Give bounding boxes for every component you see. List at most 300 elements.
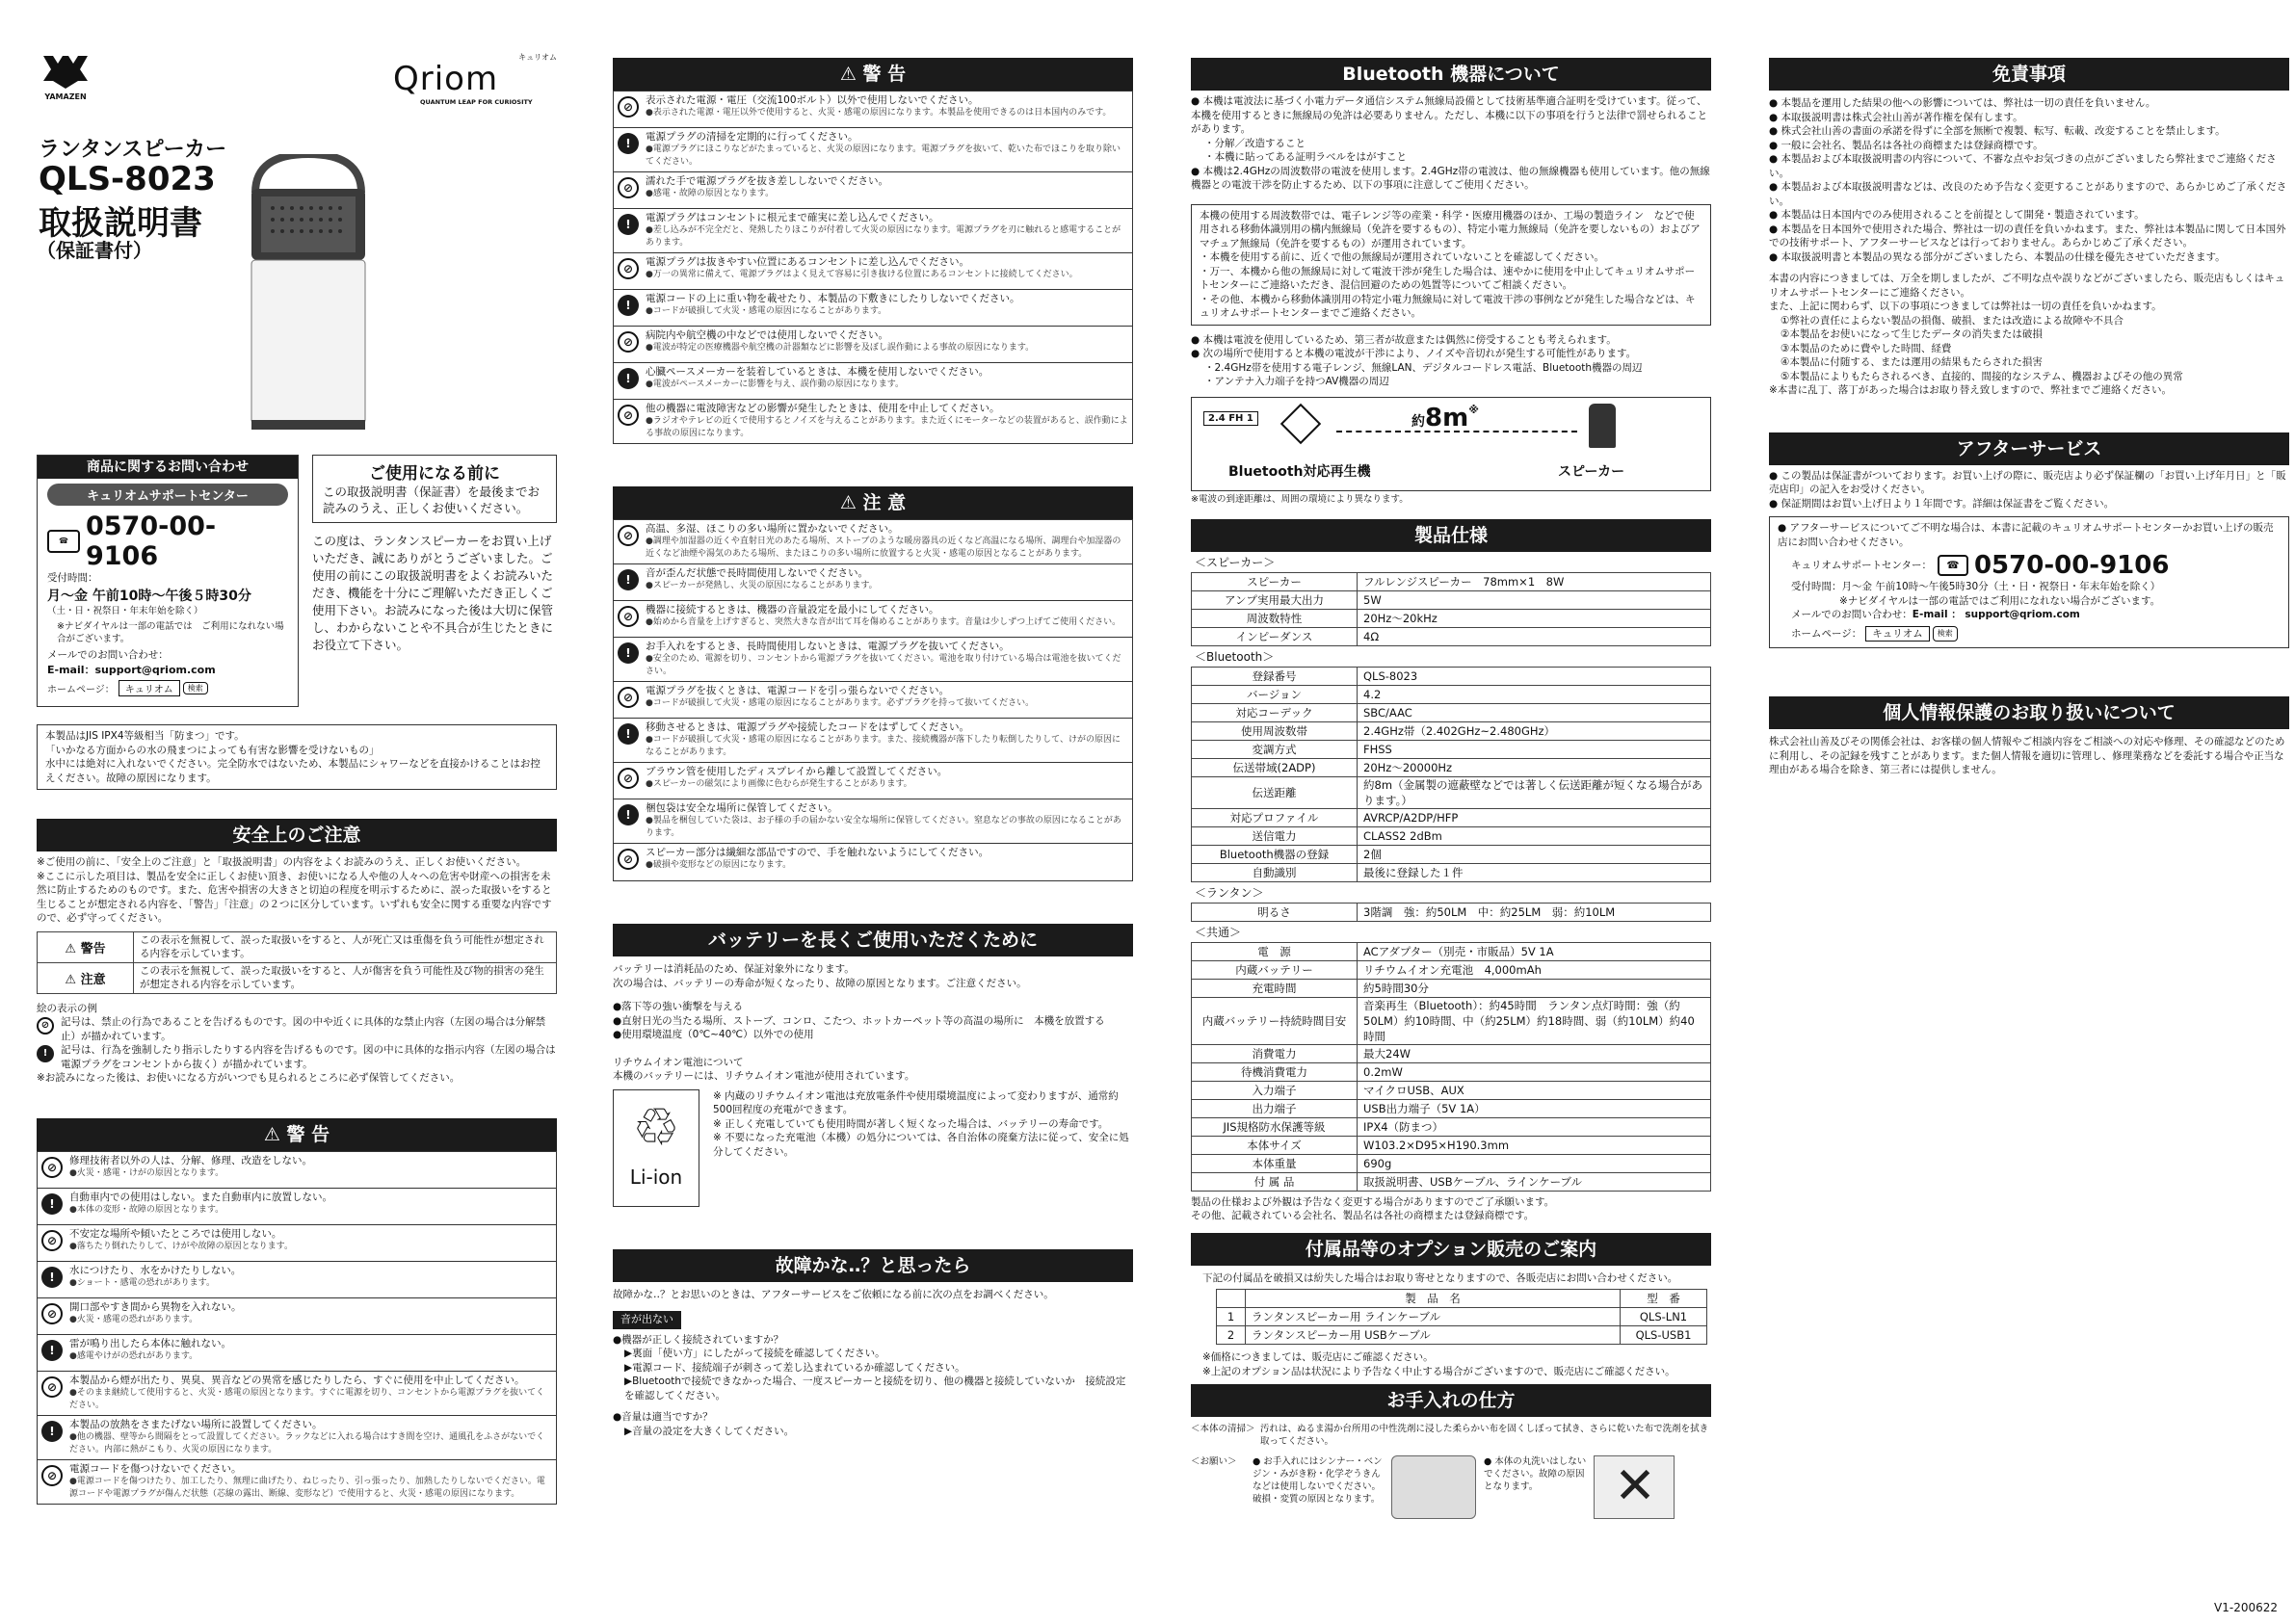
table-row [1192,740,1711,758]
after-homepage: ホームページ： [1791,627,1862,640]
spec-key: 入力端子 [1192,1081,1358,1099]
specs-table [1191,554,1711,1192]
column-2 [613,50,1133,1611]
spec-key: 本体サイズ [1192,1136,1358,1154]
qriom-tagline: QUANTUM LEAP FOR CURIOSITY [420,98,533,106]
item-title: 病院内や航空機の中などでは使用しないでください。 [646,329,888,341]
options-title: 付属品等のオプション販売のご案内 [1191,1233,1711,1266]
support-phone[interactable]: 0570-00-9106 [85,511,217,571]
care-text-2: ● お手入れにはシンナー・ベンジン・みがき粉・化学ぞうきんなどは使用しないでください。破損・変質の原因となります。 [1253,1456,1383,1505]
prohibit-icon: ⊘ [618,849,639,870]
bt-box-1: 本機の使用する周波数帯では、電子レンジ等の産業・科学・医療用機器のほか、工場の製造ライン などで使用される移動体識別用の構内無線局（免許を要するもの）、特定小電力無線局（免許を要しないもの）およびアマチュア無線局（免許を要するもの）が運用されています。 [1200,209,1701,249]
example-1: 記号は、禁止の行為であることを告げるものです。図の中や近くに具体的な禁止内容（左図の場合は分解禁止）が描かれています。 [61,1016,546,1042]
item-detail: ●落ちたり倒れたりして、けがや故障の原因となります。 [69,1241,293,1251]
spec-key: 充電時間 [1192,979,1358,997]
table-row [1192,1081,1711,1099]
instruction-icon: ! [618,723,639,745]
after-item-1: ● この製品は保証書がついております。お買い上げの際に、販売店より必ず保証欄の「お買い上げ年月日」と「販売店印」の記入をお受けください。 [1769,469,2286,495]
spec-key: 使用周波数帯 [1192,721,1358,740]
spec-key: 伝送距離 [1192,776,1358,808]
spec-value: 約5時間30分 [1358,979,1711,997]
spec-value: USB出力端子（5V 1A） [1358,1099,1711,1117]
list-item [614,290,1132,327]
table-row [1192,758,1711,776]
item-detail: ●万一の異常に備えて、電源プラグはよく見えて容易に引き抜ける位置にあるコンセントに接続してください。 [646,270,1078,279]
speaker-icon [1589,404,1616,448]
spec-value: 690g [1358,1154,1711,1172]
item-detail: ●安全のため、電源を切り、コンセントから電源プラグを抜いてください。電池を取り付けている場合は電池を抜いてください。 [646,654,1121,676]
bt-p1-3: ・本機に貼ってある証明ラベルをはがすこと [1204,151,1407,163]
trouble-q1: ●機器が正しく接続されていますか？ [613,1333,784,1346]
item-text [646,641,1128,678]
instruction-icon: ! [41,1193,63,1215]
item-text [646,366,989,391]
spec-value: QLS-8023 [1358,667,1711,685]
safety-after: ※お読みになった後は、お使いになる方がいつでも見られるところに必ず保管してください。 [37,1072,461,1084]
trouble-a1-1: ▶裏面「使い方」にしたがって接続を確認してください。 [624,1348,885,1359]
after-item-2: ● 保証期間はお買い上げ日より１年間です。詳細は保証書をご覧ください。 [1769,497,2115,510]
item-title: 電源プラグはコンセントに根元まで確実に差し込んでください。 [646,212,939,223]
player-label: Bluetooth対応再生機 [1228,463,1371,480]
spec-group-table [1191,667,1711,882]
warning2-list [613,91,1133,444]
player-icon [1280,403,1321,443]
search-word[interactable]: キュリオム [119,680,180,696]
spec-value: 20Hz～20000Hz [1358,758,1711,776]
item-text [69,1419,552,1456]
item-text [646,131,1128,169]
after-hours: 受付時間：月～金 午前10時～午後5時30分（土・日・祝祭日・年末年始を除く） [1791,581,2161,592]
list-item [614,520,1132,564]
yamazen-mark-icon [43,56,88,89]
list-item: ● 株式会社山善の書面の承諾を得ずに全部を無断で複製、転写、転載、改変することを禁止します。 [1769,125,2226,137]
spec-value: 音楽再生（Bluetooth）：約45時間 ランタン点灯時間：強（約50LM）約10時間、中（約25LM）約18時間、弱（約10LM）約40時間 [1358,997,1711,1044]
spec-value: 最大24W [1358,1044,1711,1062]
item-detail: ●コードが破損して火災・感電の原因になることがあります。必ずプラグを持って抜いてください。 [646,698,1035,708]
item-title: 開口部やすき間から異物を入れない。 [69,1300,242,1313]
item-text [646,567,878,592]
instruction-icon: ! [37,1045,54,1062]
list-item [614,844,1132,880]
prohibit-icon: ⊘ [41,1303,63,1324]
after-center: キュリオムサポートセンター： [1791,559,1932,571]
prohibit-icon: ⊘ [618,405,639,426]
spec-value: 0.2mW [1358,1062,1711,1081]
disclaimer-item-1: ①弊社の責任によらない製品の損傷、破損、または改造による故障や不具合 [1781,314,2124,327]
warning1-title: ⚠ 警 告 [37,1118,557,1151]
list-item [614,564,1132,601]
battery-title: バッテリーを長くご使用いただくために [613,924,1133,956]
range-value [1411,404,1479,432]
table-row [1192,826,1711,845]
spec-value: 4.2 [1358,685,1711,703]
item-detail: ●火災・感電・けがの原因となります。 [69,1167,224,1178]
list-item [614,363,1132,400]
item-text [646,721,1128,759]
item-text [69,1155,312,1180]
item-title: 雷が鳴り出したら本体に触れない。 [69,1337,231,1349]
prohibit-icon: ⊘ [41,1465,63,1486]
item-title: 電源プラグは抜きやすい位置にあるコンセントに差し込んでください。 [646,256,969,268]
signal-word-table [37,931,557,994]
item-text [69,1375,552,1412]
search-button[interactable]: 検索 [183,682,208,694]
spec-value: 2.4GHz帯（2.402GHz~2.480GHz） [1358,721,1711,740]
item-title: 機器に接続するときは、機器の音量設定を最小にしてください。 [646,604,939,616]
li-ion-label: Li-ion [629,1165,683,1189]
spec-value: フルレンジスピーカー 78mm×1 8W [1358,572,1711,590]
after-mail-label: メールでのお問い合わせ： [1791,609,1912,620]
list-item [614,799,1132,844]
item-detail: ●電波がペースメーカーに影響を与え、誤作動の原因になります。 [646,380,905,389]
after-navi: ※ナビダイヤルは一部の電話ではご利用になれない場合がございます。 [1839,594,2161,607]
disclaimer-item-2: ②本製品をお使いになって生じたデータの消失または破損 [1781,328,2043,340]
spec-value: AVRCP/A2DP/HFP [1358,808,1711,826]
bt-p2-2: ● 次の場所で使用すると本機の電波が干渉により、ノイズや音切れが発生する可能性があります。 [1191,348,1637,359]
item-title: ブラウン管を使用したディスプレイから離して設置してください。 [646,766,948,777]
item-detail: ●電波が特定の医療機器や航空機の計器類などに影響を及ぼし誤作動による事故の原因になります。 [646,343,1035,353]
item-text [646,802,1128,840]
caution-title: ⚠ 注 意 [613,486,1133,519]
support-center-label: キュリオムサポートセンター [47,484,288,506]
item-title: 不安定な場所や傾いたところでは使用しない。 [69,1227,282,1240]
spec-group-title: ＜共通＞ [1195,925,1242,939]
item-title: 高温、多湿、ほこりの多い場所に置かないでください。 [646,523,899,535]
item-detail: ●調理や加湿器の近くや直射日光のあたる場所、ストーブのような暖房器具の近くなど高温になる場所、調理台や加湿器の近くなど油煙や湯気のあたる場所、またほこりの多い場所に放置すると火災・感電の原因となることがあります。 [646,537,1121,559]
item-title: 電源プラグを抜くときは、電源コードを引っ張らないでください。 [646,685,949,696]
list-item: ● 本製品および本取扱説明書などは、改良のため予告なく変更することがありますので、あらかじめご了承ください。 [1769,181,2287,207]
item-title: 表示された電源・電圧（交流100ボルト）以外で使用しないでください。 [646,94,979,106]
prohibit-icon: ⊘ [618,258,639,279]
warn-label: 警告 [80,941,106,956]
column-4 [1769,50,2289,1611]
battery-note-3: ※ 不要になった充電池（本機）の処分については、各自治体の廃棄方法に従って、安全に処分してください。 [713,1132,1129,1158]
item-detail: ●そのまま継続して使用すると、火災・感電の原因となります。すぐに電源を切り、コンセントから電源プラグを抜いてください。 [69,1387,545,1410]
item-detail: ●始めから音量を上げすぎると、突然大きな音が出て耳を傷めることがあります。音量は少しずつ上げてご使用ください。 [646,617,1121,627]
navi-dial-icon: ☎ [1938,555,1968,576]
item-title: お手入れをするとき、長時間使用しないときは、電源プラグを抜いてください。 [646,641,1010,652]
caution-title-text: 注 意 [862,492,907,513]
list-item [614,638,1132,682]
instruction-icon: ! [618,569,639,590]
battery-list-3: ●使用環境温度（0℃~40℃）以外での使用 [613,1029,814,1040]
instruction-icon: ! [618,642,639,664]
spec-group-title: ＜スピーカー＞ [1195,555,1276,569]
list-item [614,400,1132,443]
options-head-model: 型 番 [1621,1290,1707,1308]
safety-title: 安全上のご注意 [37,819,557,851]
privacy-title: 個人情報保護のお取り扱いについて [1769,696,2289,729]
item-title: 自動車内での使用はしない。また自動車内に放置しない。 [69,1191,332,1203]
instruction-icon: ! [41,1267,63,1288]
caution-desc: この表示を無視して、誤った取扱いをすると、人が傷害を負う可能性及び物的損害の発生が想定される内容を示しています。 [134,962,557,993]
prohibit-icon: ⊘ [41,1376,63,1398]
spec-key: 出力端子 [1192,1099,1358,1117]
spec-value: W103.2×D95×H190.3mm [1358,1136,1711,1154]
item-title: 移動させるときは、電源プラグや接続したコードをはずしてください。 [646,721,969,733]
options-note-1: ※価格につきましては、販売店にご確認ください。 [1202,1351,1434,1363]
list-item [38,1225,556,1262]
spec-value: CLASS2 2dBm [1358,826,1711,845]
table-row [1192,627,1711,645]
qriom-kana: キュリオム [518,53,557,62]
battery-intro-2: 次の場合は、バッテリーの寿命が短くなったり、故障の原因となります。ご注意ください。 [613,977,1027,989]
spec-value: 20Hz～20kHz [1358,609,1711,627]
table-row [1192,1062,1711,1081]
caution-list [613,519,1133,881]
care-title: お手入れの仕方 [1191,1384,1711,1417]
table-row [1192,667,1711,685]
yamazen-name: YAMAZEN [44,92,87,101]
spec-note-1: 製品の仕様および外観は予告なく変更する場合がありますのでご了承願います。 [1191,1195,1555,1208]
spec-value: 取扱説明書、USBケーブル、ラインケーブル [1358,1172,1711,1191]
spec-key: 明るさ [1192,903,1358,921]
spec-key: 待機消費電力 [1192,1062,1358,1081]
list-item [38,1262,556,1298]
spec-value: ACアダプター（別売・市販品）5V 1A [1358,942,1711,960]
trouble-a2-1: ▶音量の設定を大きくしてください。 [624,1425,795,1437]
options-head-name: 製 品 名 [1246,1290,1621,1308]
spec-key: 対応コーデック [1192,703,1358,721]
table-row [1192,997,1711,1044]
care-label-1: ＜本体の清掃＞ [1191,1424,1255,1434]
doc-title: 取扱説明書 [39,204,202,243]
table-row [1192,979,1711,997]
instruction-icon: ! [618,368,639,389]
support-email[interactable]: E-mail：support@qriom.com [47,664,216,676]
inquiry-title: 商品に関するお問い合わせ [38,456,298,479]
bt-range-note: ※電波の到達距離は、周囲の環境により異なります。 [1191,493,1409,505]
warning2-title-text: 警 告 [862,64,907,85]
hours-note: （土・日・祝祭日・年末年始を除く） [47,605,203,616]
battery-intro-1: バッテリーは消耗品のため、保証対象外になります。 [613,963,855,975]
spec-group-table [1191,942,1711,1192]
item-text [646,604,1121,629]
model-number: QLS-8023 [39,160,216,198]
list-item: ● 本製品を日本国外で使用された場合、弊社は一切の責任を負いかねます。また、弊社は本製品に関して日本国外での技術サポート、アフターサービスなどは行っておりません。あらかじめご了承ください。 [1769,223,2286,249]
option-model: QLS-USB1 [1621,1326,1707,1345]
item-title: 電源コードの上に重い物を載せたり、本製品の下敷きにしたりしないでください。 [646,293,1020,304]
care-label-2: ＜お願い＞ [1191,1456,1237,1467]
prohibit-icon: ⊘ [41,1157,63,1178]
bt-p1-4: ● 本機は2.4GHzの周波数帯の電波を使用します。2.4GHz帯の電波は、他の無線機器も使用しています。他の無線機器との電波干渉を防止するため、以下の事項に注意してご使用ください。 [1191,165,1710,191]
battery-note-1: ※ 内蔵のリチウムイオン電池は充放電条件や使用環境温度によって変わりますが、通常約500回程度の充電ができます。 [713,1089,1119,1115]
spec-value: SBC/AAC [1358,703,1711,721]
yamazen-logo [37,56,94,101]
table-row [1192,960,1711,979]
bt-box [1191,204,1711,326]
list-item: ● 一般に会社名、製品名は各社の商標または登録商標です。 [1769,139,2044,151]
item-detail: ●本体の変形・故障の原因となります。 [69,1204,224,1215]
spec-key: アンプ実用最大出力 [1192,590,1358,609]
instruction-icon: ! [618,214,639,235]
item-title: スピーカー部分は繊細な部品ですので、手を触れないようにしてください。 [646,847,989,858]
spec-key: スピーカー [1192,572,1358,590]
after-search-button[interactable]: 検索 [1933,626,1958,642]
disclaimer-p: 本書の内容につきましては、万全を期しましたが、ご不明な点や誤りなどがございましたら、販売店もしくはキュリオムサポートセンターにご連絡ください。 [1769,273,2285,299]
trouble-q2: ●音量は適当ですか？ [613,1411,713,1423]
item-title: 本製品の放熱をさまたげない場所に設置してください。 [69,1418,323,1430]
item-detail: ●コードが破損して火災・感電の原因になることがあります。 [646,306,887,316]
bt-p2-1: ● 本機は電波を使用しているため、第三者が故意または偶然に傍受することも考えられます。 [1191,333,1617,346]
bt-box-4: ・その他、本機から移動体識別用の特定小電力無線局に対して電波干渉の事例などが発生した場合などは、キュリオムサポートセンターまでご連絡ください。 [1200,293,1696,319]
item-text [646,523,1128,561]
item-text [646,329,1034,354]
list-item [38,1152,556,1189]
battery-list-2: ●直射日光の当たる場所、ストーブ、コンロ、こたつ、ホットカーペット等の高温の場所に 本機を放置する [613,1014,1105,1027]
prohibit-icon: ⊘ [618,525,639,546]
spec-key: 登録番号 [1192,667,1358,685]
list-item [38,1372,556,1416]
list-item [614,763,1132,799]
example-title: 絵の表示の例 [37,1002,97,1014]
item-title: 他の機器に電波障害などの影響が発生したときは、使用を中止してください。 [646,403,1000,414]
table-row [1192,863,1711,881]
waterproof-line-3: 水中には絶対に入れないでください。完全防水ではないため、本製品にシャワーなどを直接かけることはお控えください。故障の原因になります。 [45,758,541,784]
speaker-label: スピーカー [1558,463,1625,480]
disclaimer-p2: また、上記に関わらず、以下の事項につきましては弊社は一切の責任を負いかねます。 [1769,301,2162,312]
hours-label: 受付時間： [47,572,98,584]
navi-dial-icon: ☎ [47,530,80,553]
prohibit-icon: ⊘ [618,687,639,708]
table-row [1217,1326,1707,1345]
instruction-icon: ! [41,1421,63,1442]
disclaimer-item-4: ④本製品に付随する、または運用の結果もたらされた損害 [1781,356,2043,368]
list-item [614,719,1132,763]
item-detail: ●ラジオやテレビの近くで使用するとノイズを与えることがあります。また近くにモーターなどの装置があると、誤作動による事故の原因になります。 [646,416,1128,438]
spec-note-2: その他、記載されている会社名、製品名は各社の商標または登録商標です。 [1191,1210,1535,1221]
spec-key: 送信電力 [1192,826,1358,845]
table-row [1192,703,1711,721]
example-2: 記号は、行為を強制したり指示したりする内容を告げるものです。図の中に具体的な指示内容（左図の場合は電源プラグをコンセントから抜く）が描かれています。 [61,1044,556,1070]
battery-list-1: ●落下等の強い衝撃を与える [613,1001,744,1012]
chemicals-illustration [1391,1455,1476,1519]
instruction-icon: ! [618,804,639,825]
spec-key: 付 属 品 [1192,1172,1358,1191]
item-detail: ●ショート・感電の恐れがあります。 [69,1277,215,1288]
spec-key: 内蔵バッテリー [1192,960,1358,979]
spec-key: 変調方式 [1192,740,1358,758]
recycle-mark [613,1089,699,1207]
spec-value: 約8m（金属製の遮蔽壁などでは著しく伝送距離が短くなる場合があります。） [1358,776,1711,808]
after-service-title: アフターサービス [1769,432,2289,465]
item-detail: ●表示された電源・電圧以外で使用すると、火災・感電の原因になります。本製品を使用できるのは日本国内のみです。 [646,108,1112,118]
item-title: 水につけたり、水をかけたりしない。 [69,1264,242,1276]
list-item: ● 本製品および本取扱説明書の内容について、不審な点やお気づきの点がございましたら弊社までご連絡ください。 [1769,153,2277,179]
list-item [38,1335,556,1372]
option-name: ランタンスピーカー用 ラインケーブル [1246,1308,1621,1326]
trouble-title: 故障かな‥？と思ったら [613,1249,1133,1282]
warning1-title-text: 警 告 [286,1123,330,1145]
warn-label-cell: ⚠ 警告 [38,931,134,962]
care-text-1: 汚れは、ぬるま湯か台所用の中性洗剤に浸した柔らかい布を固くしぼって拭き、さらに乾いた布で洗剤を拭き取ってください。 [1260,1424,1709,1447]
item-detail: ●火災・感電の恐れがあります。 [69,1314,198,1324]
disclaimer-list [1769,96,2289,264]
bt-range-diagram [1191,397,1711,491]
range-distance: 8m [1425,403,1469,432]
waterproof-line-2: 「いかなる方面からの水の飛まつによっても有害な影響を受けないもの」 [45,744,380,756]
item-title: 梱包袋は安全な場所に保管してください。 [646,802,838,814]
trouble-intro: 故障かな‥？とお思いのときは、アフターサービスをご依頼になる前に次の点をお調べください。 [613,1288,1054,1300]
item-text [69,1192,332,1217]
before-use-lead: この取扱説明書（保証書）を最後までお読みのうえ、正しくお使いください。 [323,485,541,515]
spec-key: JIS規格防水保護等級 [1192,1117,1358,1136]
spec-value: 3階調 強：約50LM 中：約25LM 弱：約10LM [1358,903,1711,921]
after-search-word[interactable]: キュリオム [1865,626,1929,642]
prohibit-icon: ⊘ [618,96,639,118]
item-text [69,1463,552,1501]
qriom-name: Qriom [393,60,499,98]
spec-group-table [1191,572,1711,646]
spec-value: 4Ω [1358,627,1711,645]
item-text [646,94,1111,119]
item-detail: ●感電やけがの恐れがあります。 [69,1350,198,1361]
item-title: 濡れた手で電源プラグを抜き差ししないでください。 [646,175,888,187]
spec-key: 周波数特性 [1192,609,1358,627]
item-detail: ●スピーカーの磁気により画像に色むらが発生することがあります。 [646,779,912,789]
spec-value: マイクロUSB、AUX [1358,1081,1711,1099]
table-row [1192,903,1711,921]
list-item [38,1189,556,1225]
caution-label: 注意 [80,972,106,987]
item-text [646,847,989,872]
item-text [646,293,1020,318]
safety-p1: ※ご使用の前に、「安全上のご注意」と「取扱説明書」の内容をよくお読みのうえ、正しくお使いください。 [37,856,527,868]
table-row [1192,1136,1711,1154]
waterproof-note [37,724,557,790]
bt-p1-2: ・分解／改造すること [1204,137,1306,149]
warning1-list [37,1151,557,1505]
trouble-label: 音が出ない [613,1311,681,1329]
list-item: ● 本取扱説明書は株式会社山善が著作権を保有します。 [1769,111,2023,123]
navi-note: ※ナビダイヤルは一部の電話では ご利用になれない場合がございます。 [57,620,284,644]
bt-box-2: ・本機を使用する前に、近くで他の無線局が運用されていないことを確認してください。 [1200,251,1604,263]
item-text [646,403,1128,440]
item-detail: ●電源プラグにほこりなどがたまっていると、火災の原因になります。電源プラグを抜いて、乾いた布でほこりを取り除いてください。 [646,144,1121,167]
lantern-speaker-illustration [244,154,373,430]
table-row [1192,685,1711,703]
bt-p1-1: ● 本機は電波法に基づく小電力データ通信システム無線局設備として技術基準適合証明を受けています。従って、本機を使用するときに無線局の免許は必要ありません。ただし、本機に以下の事項を行うと法律で罰せられることがあります。 [1191,95,1708,135]
spec-value: リチウムイオン充電池 4,000mAh [1358,960,1711,979]
item-text [69,1265,241,1290]
list-item: ● 本製品は日本国内でのみ使用されることを前提として開発・製造されています。 [1769,209,2145,221]
list-item [614,253,1132,290]
item-text [69,1301,242,1326]
spec-key: Bluetooth機器の登録 [1192,845,1358,863]
after-phone[interactable]: 0570-00-9106 [1973,550,2170,580]
safety-p2: ※ここに示した項目は、製品を安全に正しくお使い頂き、お使いになる人や他の人々への危害や財産への損害を未然に防止するためのものです。また、危害や損害の大きさと切迫の程度を明示するために、誤った取扱いをすると生じることが想定される内容を、「警告」「注意」の２つに区分しています。いずれも安全に関する重要な内容ですので、必ず守ってください。 [37,870,552,924]
option-model: QLS-LN1 [1621,1308,1707,1326]
li-body: 本機のバッテリーには、リチウムイオン電池が使用されています。 [613,1070,915,1082]
item-detail: ●他の機器、壁等から間隔をとって設置してください。ラックなどに入れる場合はすき間を空け、通風孔をふさがないでください。内部に熱がこもり、火災の原因になります。 [69,1431,545,1454]
options-table [1216,1289,1707,1345]
item-detail: ●破損や変形などの原因になります。 [646,860,792,870]
care-text-3: ● 本体の丸洗いはしないでください。故障の原因となります。 [1484,1456,1587,1492]
instruction-icon: ! [618,295,639,316]
battery-note-2: ※ 正しく充電していても使用時間が著しく短くなった場合は、バッテリーの寿命です。 [713,1117,1109,1130]
prohibit-icon: ⊘ [618,177,639,198]
column-1 [37,50,557,1611]
after-email[interactable]: E-mail ： support@qriom.com [1912,609,2080,620]
warning2-title: ⚠ 警 告 [613,58,1133,91]
list-item [614,92,1132,128]
table-row [1192,845,1711,863]
options-head-no [1217,1290,1246,1308]
product-type: ランタンスピーカー [39,138,227,162]
no-wash-illustration: ✕ [1594,1455,1675,1519]
range-prefix: 約 [1411,413,1425,430]
table-row [1192,1154,1711,1172]
